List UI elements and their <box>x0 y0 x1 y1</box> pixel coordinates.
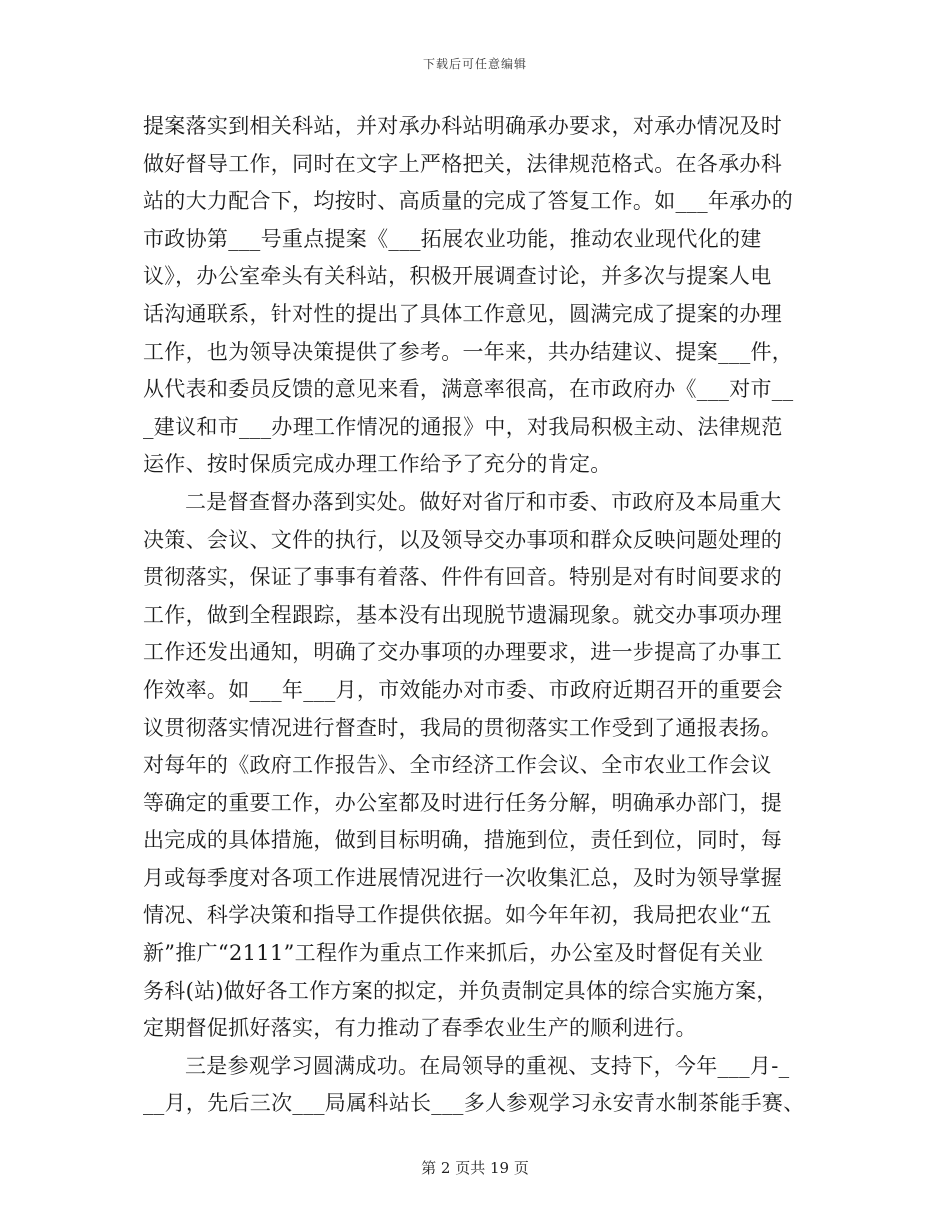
text-line: 决策、会议、文件的执行，以及领导交办事项和群众反映问题处理的 <box>143 527 782 552</box>
text-line: 作效率。如___年___月，市效能办对市委、市政府近期召开的重要会 <box>143 677 783 702</box>
text-line: 运作、按时保质完成办理工作给予了充分的肯定。 <box>143 452 612 477</box>
text-line: 话沟通联系，针对性的提出了具体工作意见，圆满完成了提案的办理 <box>143 301 782 326</box>
text-line: 新”推广“2111”工程作为重点工作来抓后，办公室及时督促有关业 <box>143 941 764 966</box>
text-line: 工作还发出通知，明确了交办事项的办理要求，进一步提高了办事工 <box>143 640 782 665</box>
text-line: 对每年的《政府工作报告》、全市经济工作会议、全市农业工作会议 <box>143 753 772 778</box>
text-line: 议贯彻落实情况进行督查时，我局的贯彻落实工作受到了通报表扬。 <box>143 715 782 740</box>
text-line: 情况、科学决策和指导工作提供依据。如今年年初，我局把农业“五 <box>143 903 772 928</box>
text-line: 做好督导工作，同时在文字上严格把关，法律规范格式。在各承办科 <box>143 151 782 176</box>
text-line: 二是督查督办落到实处。做好对省厅和市委、市政府及本局重大 <box>185 489 782 514</box>
text-line: 议》，办公室牵头有关科站，积极开展调查讨论，并多次与提案人电 <box>143 264 772 289</box>
text-line: 贯彻落实，保证了事事有着落、件件有回音。特别是对有时间要求的 <box>143 565 782 590</box>
text-line: 务科(站)做好各工作方案的拟定，并负责制定具体的综合实施方案， <box>143 978 778 1003</box>
text-line: 工作，做到全程跟踪，基本没有出现脱节遗漏现象。就交办事项办理 <box>143 602 782 627</box>
text-line: 等确定的重要工作，办公室都及时进行任务分解，明确承办部门，提 <box>143 790 782 815</box>
document-body <box>143 108 805 1123</box>
text-line: 工作，也为领导决策提供了参考。一年来，共办结建议、提案___件， <box>143 339 794 364</box>
text-line: 三是参观学习圆满成功。在局领导的重视、支持下，今年___月-_ <box>185 1053 790 1078</box>
page-number: 第 2 页共 19 页 <box>421 1159 529 1177</box>
text-line: 从代表和委员反馈的意见来看，满意率很高，在市政府办《___对市__ <box>143 377 794 402</box>
text-line: 月或每季度对各项工作进展情况进行一次收集汇总，及时为领导掌握 <box>143 865 782 890</box>
page-header-note: 下载后可任意编辑 <box>422 57 527 71</box>
text-line: 站的大力配合下，均按时、高质量的完成了答复工作。如___年承办的 <box>143 189 794 214</box>
text-line: 提案落实到相关科站，并对承办科站明确承办要求，对承办情况及时 <box>143 114 782 138</box>
text-line: 定期督促抓好落实，有力推动了春季农业生产的顺利进行。 <box>143 1016 697 1041</box>
text-line: __月，先后三次___局属科站长___多人参观学习永安青水制茶能手赛、 <box>143 1091 805 1116</box>
text-line: 出完成的具体措施，做到目标明确，措施到位，责任到位，同时，每 <box>143 828 782 853</box>
text-line: _建议和市___办理工作情况的通报》中，对我局积极主动、法律规范 <box>143 414 783 439</box>
text-line: 市政协第___号重点提案《___拓展农业功能，推动农业现代化的建 <box>143 226 762 251</box>
